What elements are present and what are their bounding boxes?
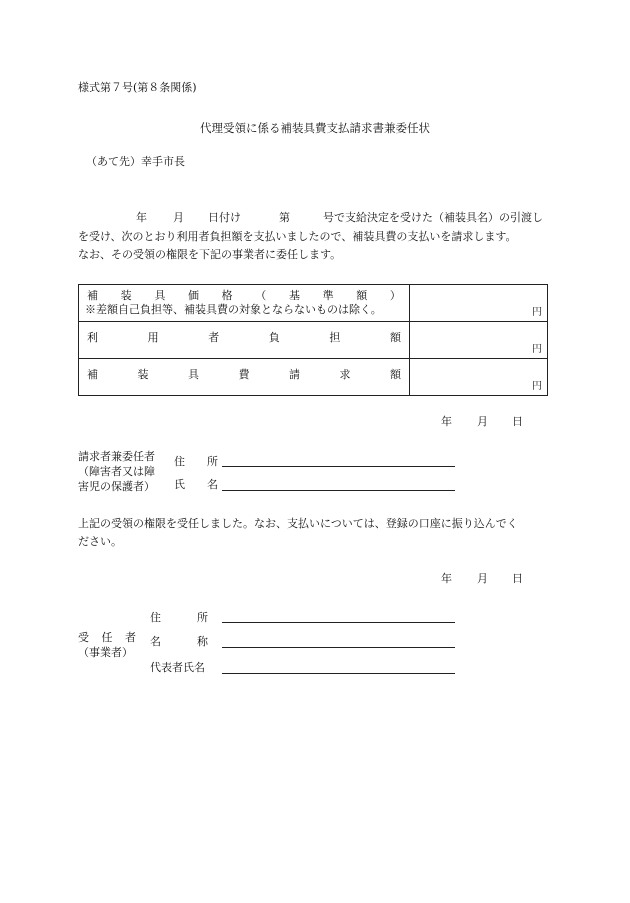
user-share-title-char: 者: [208, 331, 220, 344]
user-share-label: [79, 322, 410, 359]
intro-rest: 号で支給決定を受けた（補装具名）の引渡し: [323, 211, 543, 224]
date-1-day: 日: [512, 415, 523, 428]
base-price-title-char: 準: [322, 289, 334, 302]
currency-yen: 円: [532, 381, 542, 392]
user-share-title: [79, 322, 409, 344]
base-price-value[interactable]: [410, 285, 548, 322]
amount-table: [78, 284, 548, 396]
base-price-title-char: 装: [120, 289, 132, 302]
agent-representative-label: 代表者氏名: [150, 661, 205, 674]
base-price-title-char: 格: [221, 289, 233, 302]
base-price-title-char: 補: [87, 289, 98, 302]
intro-line-2: を受け、次のとおり利用者負担額を支払いましたので、補装具費の支払いを請求します。: [78, 230, 517, 243]
claim-amount-title-char: 求: [339, 368, 351, 381]
agent-address-label-char: 所: [197, 611, 208, 624]
claim-amount-value[interactable]: [410, 359, 548, 396]
acceptance-line-2: ださい。: [78, 535, 122, 548]
user-share-title-char: 用: [147, 331, 159, 344]
agent-address-label-char: 住: [150, 611, 161, 624]
agent-role-label-char: 者: [125, 631, 136, 644]
agent-address-label: [150, 611, 208, 625]
intro-line-3: なお、その受領の権限を下記の事業者に委任します。: [78, 248, 342, 261]
base-price-title: [79, 285, 409, 302]
claim-amount-title: [79, 359, 409, 381]
claim-amount-label: [79, 359, 410, 396]
date-1-month: 月: [477, 415, 488, 428]
table-row-claim-amount: [79, 359, 548, 396]
agent-representative-field[interactable]: [222, 673, 455, 674]
base-price-title-char: 額: [356, 289, 368, 302]
intro-month: 月: [173, 211, 184, 224]
base-price-title-char: 具: [154, 289, 166, 302]
base-price-title-char: 基: [288, 289, 300, 302]
base-price-label: [79, 285, 410, 322]
agent-company-field[interactable]: [222, 647, 455, 648]
claim-amount-title-char: 装: [137, 368, 149, 381]
agent-company-label-char: 名: [150, 635, 161, 648]
agent-company-label: [150, 635, 208, 649]
user-share-title-char: 負: [268, 331, 280, 344]
base-price-note: ※差額自己負担等、補装具費の対象とならないものは除く。: [85, 303, 382, 316]
table-row-base-price: [79, 285, 548, 322]
claimant-address-label: [174, 455, 218, 469]
claimant-address-field[interactable]: [222, 466, 455, 467]
document-title: 代理受領に係る補装具費支払請求書兼委任状: [200, 121, 430, 135]
date-2-year: 年: [441, 572, 452, 585]
form-number: 様式第７号(第８条関係): [78, 81, 197, 94]
agent-role-sub: （事業者）: [78, 646, 133, 659]
date-2-day: 日: [512, 572, 523, 585]
table-row-user-share: [79, 322, 548, 359]
claim-amount-title-char: 補: [87, 368, 98, 381]
intro-year: 年: [136, 211, 147, 224]
base-price-title-char: （: [255, 289, 267, 302]
date-1-year: 年: [441, 415, 452, 428]
intro-dai: 第: [279, 211, 290, 224]
agent-role-label-char: 受: [78, 631, 89, 644]
claim-amount-title-char: 額: [390, 368, 401, 381]
claim-amount-title-char: 費: [238, 368, 250, 381]
agent-role-label-char: 任: [101, 631, 113, 644]
claim-amount-title-char: 請: [289, 368, 300, 381]
intro-dated: 日付け: [208, 211, 241, 224]
claimant-name-label: [174, 478, 218, 492]
user-share-title-char: 額: [389, 331, 401, 344]
claimant-role-line-3: 害児の保護者）: [78, 480, 155, 493]
user-share-title-char: 担: [329, 331, 341, 344]
claimant-address-label-char: 住: [174, 455, 185, 468]
acceptance-line-1: 上記の受領の権限を受任しました。なお、支払いについては、登録の口座に振り込んでく: [78, 517, 518, 530]
claimant-role-line-2: （障害者又は障: [78, 465, 155, 478]
claimant-address-label-char: 所: [207, 455, 218, 468]
claimant-name-label-char: 名: [207, 478, 218, 491]
user-share-value[interactable]: [410, 322, 548, 359]
currency-yen: 円: [532, 344, 542, 355]
agent-role-label: [78, 631, 136, 645]
claim-amount-title-char: 具: [188, 368, 199, 381]
claimant-name-label-char: 氏: [174, 478, 185, 491]
addressee: （あて先）幸手市長: [86, 155, 185, 168]
base-price-title-char: 価: [187, 289, 199, 302]
claimant-role-line-1: 請求者兼委任者: [78, 450, 155, 463]
currency-yen: 円: [532, 307, 542, 318]
claimant-name-field[interactable]: [222, 490, 455, 491]
agent-address-field[interactable]: [222, 622, 455, 623]
user-share-title-char: 利: [87, 331, 98, 344]
date-2-month: 月: [477, 572, 488, 585]
agent-company-label-char: 称: [197, 635, 208, 648]
base-price-title-char: ）: [389, 289, 401, 302]
